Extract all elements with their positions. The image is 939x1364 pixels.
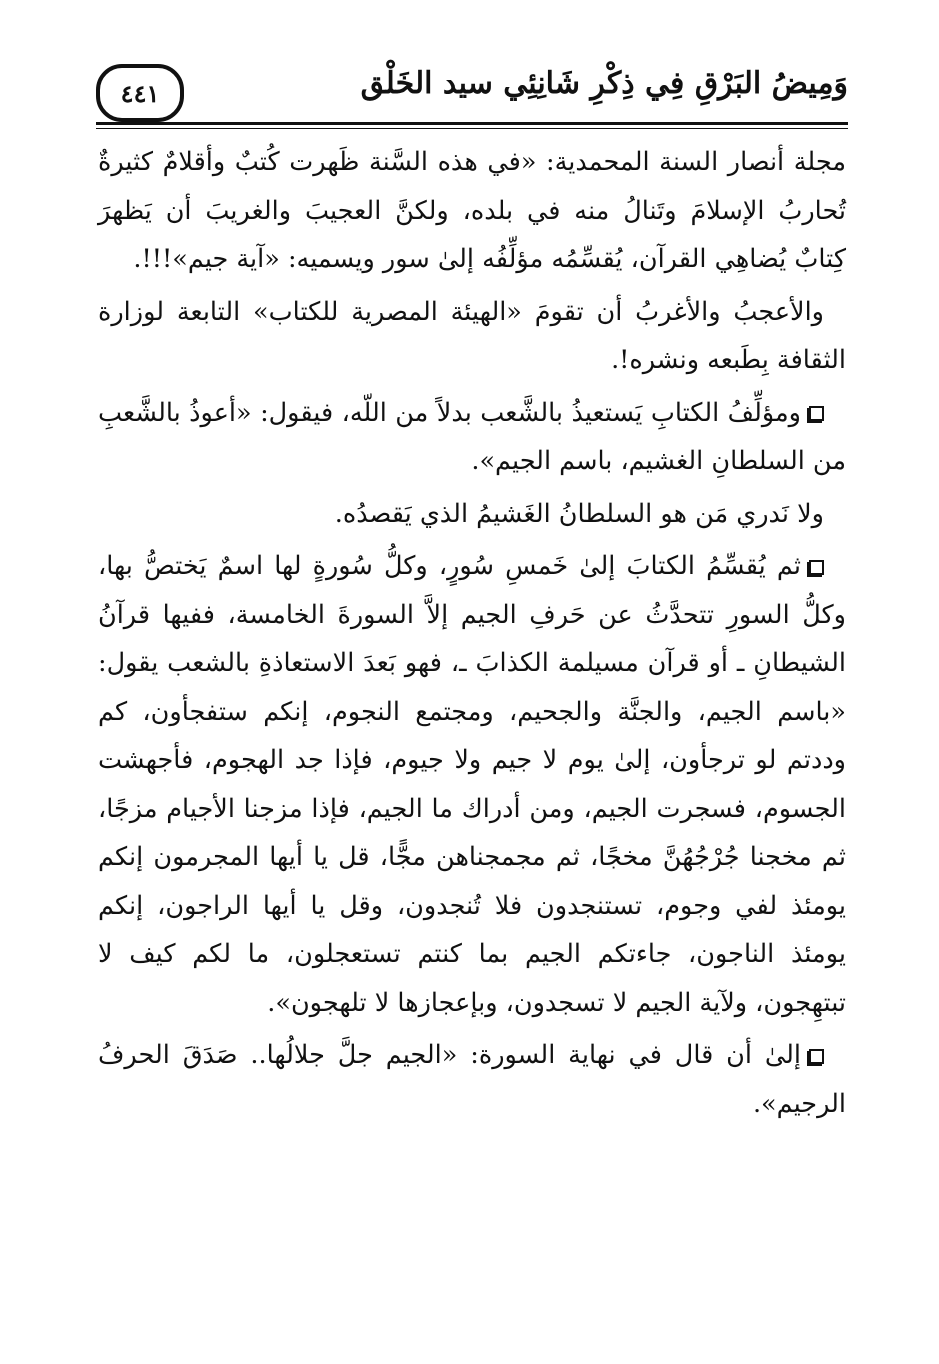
header-rule-thick xyxy=(96,122,848,125)
paragraph-isti-adha xyxy=(98,389,846,486)
square-bullet-icon xyxy=(809,560,824,575)
square-bullet-icon xyxy=(809,406,824,421)
paragraph-magazine-quote xyxy=(98,138,846,284)
paragraph-publisher xyxy=(98,288,846,385)
paragraph-text: ثم يُقسِّمُ الكتابَ إلىٰ خَمسِ سُورٍ، وكلُّ سُورةٍ لها اسمٌ يَختصُّ بها، وكلُّ السورِ تتحدَّثُ عن حَرفِ الجيم إلاَّ السورةَ الخامسة، ففيها قرآنُ الشيطانِ ـ أو قرآن مسيلمة الكذابَ ـ، فهو بَعدَ الاستعاذةِ بالشعب يقول: «باسم الجيم، والجنَّة والجحيم، ومجتمع النجوم، إنكم ستفجأون، كم وددتم لو ترجأون، إلىٰ يوم لا جيم ولا جيوم، فإذا جد الهجوم، فأجهشت الجسوم، فسجرت الجيم، ومن أدراك ما الجيم، فإذا مزجنا الأجيام مزجًا، ثم مخجنا جُرْجُهُنَّ مخجًا، ثم مجمجناهن مجًّا، قل يا أيها المجرمون إنكم يومئذ لفي وجوم، تستنجدون فلا تُنجدون، وقل يا أيها الراجون، إنكم يومئذ الناجون، جاءتكم الجيم بما كنتم تستعجلون، ما لكم كيف لا تبتهِجون، ولآية الجيم لا تسجدون، وبإعجازها لا تلهجون». xyxy=(98,551,846,1018)
page-body xyxy=(98,138,846,1132)
paragraph-text: والأعجبُ والأغربُ أن تقومَ «الهيئة المصرية للكتاب» التابعة لوزارة الثقافة بِطَبعه ونشره!. xyxy=(98,296,846,375)
paragraph-text: إلىٰ أن قال في نهاية السورة: «الجيم جلَّ جلالُها.. صَدَقَ الحرفُ الرجيم». xyxy=(98,1040,846,1119)
page-number-badge xyxy=(96,64,184,122)
paragraph-text: ولا نَدري مَن هو السلطانُ الغَشيمُ الذي يَقصدُه. xyxy=(334,498,824,529)
page-header xyxy=(96,62,848,130)
header-rule-thin xyxy=(96,128,848,129)
paragraph-text: مجلة أنصار السنة المحمدية: «في هذه السَّنة ظَهرت كُتبٌ وأقلامٌ كثيرةٌ تُحاربُ الإسلامَ وتَنالُ منه في بلده، ولكنَّ العجيبَ والغريبَ أن يَظهرَ كِتابٌ يُضاهِي القرآن، يُقسِّمُه مؤلِّفُه إلىٰ سور ويسميه: «آية جيم»!!!. xyxy=(98,147,846,274)
square-bullet-icon xyxy=(809,1049,824,1064)
paragraph-suras xyxy=(98,542,846,1027)
paragraph-ending xyxy=(98,1031,846,1128)
page-number: ٤٤١ xyxy=(120,78,160,108)
running-title: وَمِيضُ البَرْقِ فِي ذِكْرِ شَانِئِي سيد الخَلْق xyxy=(360,66,848,101)
paragraph-text: ومؤلِّفُ الكتابِ يَستعيذُ بالشَّعب بدلاً من اللّه، فيقول: «أعوذُ بالشَّعبِ من السلطانِ الغشيم، باسم الجيم». xyxy=(98,397,846,476)
paragraph-sultan xyxy=(98,490,846,539)
